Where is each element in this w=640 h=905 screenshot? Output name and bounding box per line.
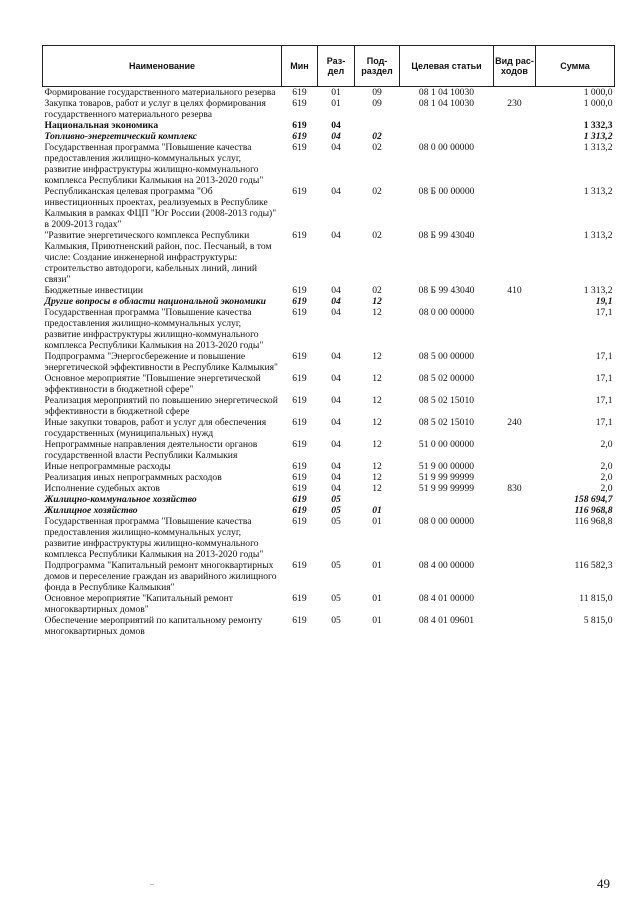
row-sum: 17,1 (595, 307, 613, 318)
table-row (43, 230, 615, 285)
row-section: 04 (331, 373, 341, 384)
row-sum: 17,1 (595, 373, 613, 384)
row-expense-type (494, 593, 536, 615)
table-row (43, 461, 615, 472)
row-expense-type (494, 461, 536, 472)
table-row (43, 142, 615, 186)
header-target: Целевая статьи (400, 46, 494, 87)
row-subsection: 09 (372, 87, 382, 98)
row-expense-type (494, 439, 536, 461)
row-target: 08 Б 99 43040 (418, 230, 475, 241)
row-ministry: 619 (292, 395, 307, 406)
header-sum: Сумма (536, 46, 615, 87)
row-sum: 1 313,2 (583, 230, 613, 241)
row-section: 04 (331, 439, 341, 450)
row-section: 04 (331, 395, 341, 406)
row-subsection: 02 (372, 142, 382, 153)
row-subsection: 01 (372, 615, 382, 626)
row-expense-type (494, 472, 536, 483)
row-sum: 1 000,0 (583, 98, 613, 109)
row-target: 08 5 00 00000 (418, 351, 475, 362)
row-sum: 116 968,8 (574, 516, 613, 527)
row-target: 51 9 99 99999 (418, 472, 475, 483)
row-ministry: 619 (292, 472, 307, 483)
row-target (400, 505, 494, 516)
row-target: 08 4 01 09601 (418, 615, 475, 626)
row-section: 04 (331, 483, 341, 494)
row-sum: 2,0 (600, 439, 613, 450)
row-subsection: 02 (372, 186, 382, 197)
row-expense-type (494, 395, 536, 417)
row-section: 04 (331, 142, 341, 153)
row-section: 01 (331, 98, 341, 109)
row-sum: 1 313,2 (583, 186, 613, 197)
row-name: Бюджетные инвестиции (44, 285, 143, 296)
row-subsection: 01 (372, 560, 382, 571)
row-ministry: 619 (292, 516, 307, 527)
row-name: Государственная программа "Повышение качества предоставления жилищно-коммунальных услуг, развитие инфраструктуры жилищно-коммунального комплекса Республики Калмыкия на 2013-2020 годы" (44, 142, 264, 186)
row-ministry: 619 (292, 439, 307, 450)
page-number: 49 (597, 876, 610, 891)
row-name: Жилищно-коммунальное хозяйство (44, 494, 197, 505)
row-sum: 1 313,2 (583, 131, 613, 142)
row-name: Жилищное хозяйство (44, 505, 138, 516)
row-expense-type: 830 (507, 483, 522, 494)
row-name: Основное мероприятие "Повышение энергетической эффективности в бюджетной сфере" (44, 373, 261, 395)
table-row (43, 186, 615, 230)
row-ministry: 619 (292, 307, 307, 318)
row-sum: 5 815,0 (583, 615, 613, 626)
row-expense-type (494, 494, 536, 505)
row-section: 05 (331, 560, 341, 571)
row-ministry: 619 (292, 186, 307, 197)
row-target: 08 1 04 10030 (418, 98, 475, 109)
row-name: Обеспечение мероприятий по капитальному ремонту многоквартирных домов (44, 615, 263, 637)
row-ministry: 619 (292, 87, 307, 98)
row-expense-type (494, 560, 536, 593)
row-name: Реализация иных непрограммных расходов (44, 472, 222, 483)
table-row (43, 395, 615, 417)
row-name: Подпрограмма "Энергосбережение и повышение энергетической эффективности в Республике Калмыкия" (44, 351, 278, 373)
table-row (43, 516, 615, 560)
row-expense-type (494, 307, 536, 351)
row-target: 51 9 00 00000 (418, 461, 475, 472)
row-expense-type (494, 516, 536, 560)
row-expense-type: 230 (507, 98, 522, 109)
row-target: 08 Б 99 43040 (418, 285, 475, 296)
row-ministry: 619 (292, 131, 307, 142)
row-name: Закупка товаров, работ и услуг в целях формирования государственного материального резерва (44, 98, 266, 120)
row-section: 04 (331, 285, 341, 296)
row-expense-type (494, 131, 536, 142)
row-section: 04 (331, 461, 341, 472)
row-name: Реализация мероприятий по повышению энергетической эффективности в бюджетной сфере (44, 395, 278, 417)
row-expense-type (494, 373, 536, 395)
row-sum: 116 968,8 (574, 505, 613, 516)
row-ministry: 619 (292, 296, 307, 307)
row-section: 05 (331, 593, 341, 604)
row-subsection: 12 (372, 461, 382, 472)
row-name: Формирование государственного материального резерва (44, 87, 276, 98)
row-expense-type (494, 142, 536, 186)
row-section: 04 (331, 131, 341, 142)
row-ministry: 619 (292, 417, 307, 428)
row-ministry: 619 (292, 461, 307, 472)
row-section: 04 (331, 417, 341, 428)
row-subsection (355, 494, 400, 505)
row-section: 04 (331, 296, 341, 307)
row-subsection: 01 (372, 516, 382, 527)
table-row (43, 373, 615, 395)
row-name: Государственная программа "Повышение качества предоставления жилищно-коммунальных услуг, развитие инфраструктуры жилищно-коммунального комплекса Республики Калмыкия на 2013-2020 годы" (44, 307, 264, 351)
row-name: Иные закупки товаров, работ и услуг для обеспечения государственных (муниципальных) нужд (44, 417, 267, 439)
row-subsection: 12 (372, 307, 382, 318)
header-expense-type: Вид рас-ходов (494, 46, 536, 87)
table-row (43, 285, 615, 296)
row-section: 04 (331, 351, 341, 362)
table-row (43, 439, 615, 461)
row-ministry: 619 (292, 373, 307, 384)
row-subsection: 12 (372, 373, 382, 384)
row-ministry: 619 (292, 351, 307, 362)
row-section: 05 (331, 615, 341, 626)
row-subsection: 12 (372, 483, 382, 494)
row-sum: 17,1 (595, 417, 613, 428)
row-expense-type (494, 87, 536, 99)
row-target: 08 4 00 00000 (418, 560, 475, 571)
row-name: Подпрограмма "Капитальный ремонт многоквартирных домов и переселение граждан из аварийного жилищного фонда в Республике Калмыкия" (44, 560, 277, 593)
budget-table (42, 45, 615, 637)
row-expense-type (494, 505, 536, 516)
row-target: 08 0 00 00000 (418, 516, 475, 527)
row-target (400, 296, 494, 307)
table-row (43, 307, 615, 351)
row-target: 08 4 01 00000 (418, 593, 475, 604)
header-name: Наименование (43, 46, 282, 87)
row-subsection (355, 120, 400, 131)
row-expense-type (494, 296, 536, 307)
row-sum: 11 815,0 (579, 593, 613, 604)
row-name: Исполнение судебных актов (44, 483, 160, 494)
row-expense-type: 240 (507, 417, 522, 428)
row-sum: 158 694,7 (574, 494, 613, 505)
row-sum: 1 332,3 (583, 120, 613, 131)
row-section: 04 (331, 472, 341, 483)
row-target (400, 494, 494, 505)
table-row (43, 593, 615, 615)
table-row (43, 351, 615, 373)
table-body (43, 87, 615, 638)
table-row (43, 494, 615, 505)
row-name: Основное мероприятие "Капитальный ремонт многоквартирных домов" (44, 593, 234, 615)
row-section: 05 (331, 494, 341, 505)
row-ministry: 619 (292, 483, 307, 494)
row-expense-type (494, 120, 536, 131)
row-target: 08 Б 00 00000 (418, 186, 475, 197)
row-ministry: 619 (292, 560, 307, 571)
row-name: Государственная программа "Повышение качества предоставления жилищно-коммунальных услуг, развитие инфраструктуры жилищно-коммунального комплекса Республики Калмыкия на 2013-2020 годы" (44, 516, 264, 560)
header-subsection: Под-раздел (355, 46, 400, 87)
row-target (400, 131, 494, 142)
row-sum: 1 313,2 (583, 142, 613, 153)
row-name: Другие вопросы в области национальной экономики (44, 296, 266, 307)
row-sum: 1 000,0 (583, 87, 613, 98)
row-subsection: 01 (372, 505, 382, 516)
row-name: Непрограммные направления деятельности органов государственной власти Республики Калмыкия (44, 439, 258, 461)
row-target: 08 5 02 15010 (418, 417, 475, 428)
row-sum: 116 582,3 (574, 560, 613, 571)
row-ministry: 619 (292, 615, 307, 626)
row-section: 04 (331, 307, 341, 318)
row-subsection: 02 (372, 230, 382, 241)
row-target: 08 5 02 15010 (418, 395, 475, 406)
row-section: 04 (331, 186, 341, 197)
row-target: 51 9 99 99999 (418, 483, 475, 494)
table-row (43, 120, 615, 131)
row-sum: 17,1 (595, 351, 613, 362)
row-subsection: 02 (372, 131, 382, 142)
row-subsection: 01 (372, 593, 382, 604)
row-sum: 2,0 (600, 483, 613, 494)
table-row (43, 560, 615, 593)
row-ministry: 619 (292, 285, 307, 296)
row-target: 08 5 02 00000 (418, 373, 475, 384)
row-section: 05 (331, 505, 341, 516)
row-section: 04 (331, 230, 341, 241)
row-name: Иные непрограммные расходы (44, 461, 171, 472)
row-expense-type: 410 (507, 285, 522, 296)
row-subsection: 12 (372, 439, 382, 450)
row-subsection: 02 (372, 285, 382, 296)
row-sum: 17,1 (595, 395, 613, 406)
table-row (43, 296, 615, 307)
table-row (43, 87, 615, 99)
row-ministry: 619 (292, 494, 307, 505)
row-subsection: 09 (372, 98, 382, 109)
table-row (43, 417, 615, 439)
table-row (43, 615, 615, 637)
table-row (43, 505, 615, 516)
row-target (400, 120, 494, 131)
row-ministry: 619 (292, 98, 307, 109)
row-section: 01 (331, 87, 341, 98)
row-target: 08 1 04 10030 (418, 87, 475, 98)
row-section: 05 (331, 516, 341, 527)
row-subsection: 12 (372, 351, 382, 362)
scan-mark (150, 884, 154, 885)
row-sum: 2,0 (600, 461, 613, 472)
row-sum: 2,0 (600, 472, 613, 483)
row-expense-type (494, 615, 536, 637)
row-expense-type (494, 186, 536, 230)
row-name: "Развитие энергетического комплекса Республики Калмыкия, Приютненский район, пос. Песчаный, в том числе: Создание инженерной инфраструктуры: строительство автодороги, кабельных линий, линий связи" (44, 230, 272, 285)
row-name: Национальная экономика (44, 120, 159, 131)
row-name: Республиканская целевая программа "Об инвестиционных проектах, реализуемых в Республике Калмыкия в рамках ФЦП "Юг России (2008-2013 годы)" в 2009-2013 годах" (44, 186, 277, 230)
table-row (43, 131, 615, 142)
row-subsection: 12 (372, 472, 382, 483)
header-ministry: Мин (282, 46, 318, 87)
table-header-row (43, 46, 615, 87)
row-ministry: 619 (292, 120, 307, 131)
row-ministry: 619 (292, 505, 307, 516)
header-section: Раз-дел (318, 46, 355, 87)
row-subsection: 12 (372, 417, 382, 428)
table-row (43, 98, 615, 120)
row-target: 51 0 00 00000 (418, 439, 475, 450)
row-target: 08 0 00 00000 (418, 307, 475, 318)
row-name: Топливно-энергетический комплекс (44, 131, 197, 142)
row-section: 04 (331, 120, 341, 131)
row-ministry: 619 (292, 593, 307, 604)
row-subsection: 12 (372, 296, 382, 307)
row-expense-type (494, 230, 536, 285)
table-row (43, 472, 615, 483)
table-row (43, 483, 615, 494)
row-ministry: 619 (292, 142, 307, 153)
row-target: 08 0 00 00000 (418, 142, 475, 153)
row-subsection: 12 (372, 395, 382, 406)
row-sum: 19,1 (595, 296, 613, 307)
row-expense-type (494, 351, 536, 373)
row-sum: 1 313,2 (583, 285, 613, 296)
row-ministry: 619 (292, 230, 307, 241)
